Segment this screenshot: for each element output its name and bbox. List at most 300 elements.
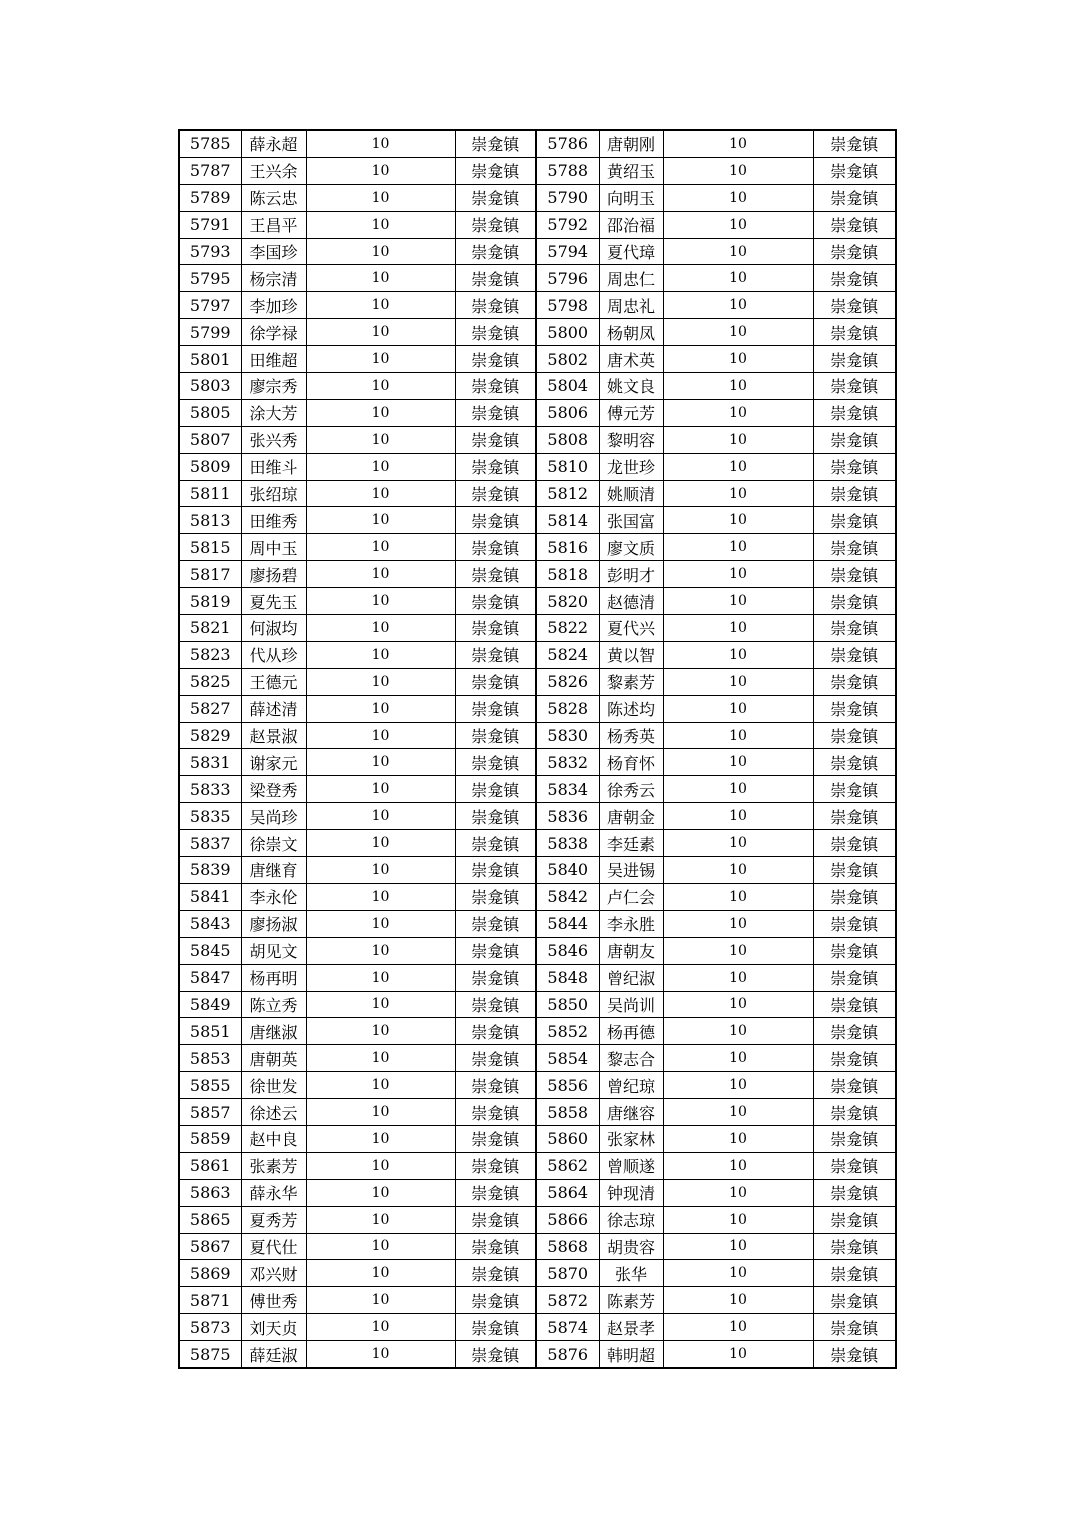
right-town-name-cell: 崇龛镇 [813,1314,896,1341]
left-record-number-cell: 5803 [179,373,241,400]
left-town-name-cell: 崇龛镇 [455,1152,536,1179]
left-person-name-cell: 吴尚珍 [241,803,306,830]
right-record-number-cell: 5800 [536,319,599,346]
right-record-number-cell: 5836 [536,803,599,830]
left-person-name-cell: 田维斗 [241,453,306,480]
left-town-name-cell: 崇龛镇 [455,211,536,238]
right-record-number-cell: 5802 [536,346,599,373]
left-amount-cell: 10 [306,883,455,910]
left-amount-cell: 10 [306,1045,455,1072]
left-record-number-cell: 5805 [179,399,241,426]
right-amount-cell: 10 [663,346,813,373]
right-town-name-cell: 崇龛镇 [813,1287,896,1314]
right-amount-cell: 10 [663,1260,813,1287]
right-record-number-cell: 5804 [536,373,599,400]
table-row [179,399,896,426]
table-row [179,883,896,910]
right-town-name-cell: 崇龛镇 [813,910,896,937]
right-person-name-cell: 唐继容 [599,1099,663,1126]
table-row [179,1099,896,1126]
right-person-name-cell: 彭明才 [599,561,663,588]
right-person-name-cell: 徐志琼 [599,1206,663,1233]
left-person-name-cell: 夏先玉 [241,588,306,615]
left-person-name-cell: 赵中良 [241,1125,306,1152]
table-row [179,1072,896,1099]
table-row [179,534,896,561]
right-record-number-cell: 5786 [536,130,599,157]
table-row [179,1179,896,1206]
left-record-number-cell: 5811 [179,480,241,507]
right-town-name-cell: 崇龛镇 [813,507,896,534]
right-town-name-cell: 崇龛镇 [813,184,896,211]
right-amount-cell: 10 [663,453,813,480]
table-row [179,1125,896,1152]
table-row [179,184,896,211]
right-record-number-cell: 5854 [536,1045,599,1072]
right-amount-cell: 10 [663,1045,813,1072]
right-amount-cell: 10 [663,238,813,265]
left-town-name-cell: 崇龛镇 [455,722,536,749]
left-amount-cell: 10 [306,641,455,668]
left-record-number-cell: 5801 [179,346,241,373]
right-record-number-cell: 5844 [536,910,599,937]
right-amount-cell: 10 [663,1099,813,1126]
table-row [179,668,896,695]
right-record-number-cell: 5832 [536,749,599,776]
right-town-name-cell: 崇龛镇 [813,1206,896,1233]
right-town-name-cell: 崇龛镇 [813,426,896,453]
table-row [179,238,896,265]
left-amount-cell: 10 [306,1152,455,1179]
right-amount-cell: 10 [663,668,813,695]
right-record-number-cell: 5812 [536,480,599,507]
left-town-name-cell: 崇龛镇 [455,1260,536,1287]
left-person-name-cell: 王德元 [241,668,306,695]
left-amount-cell: 10 [306,319,455,346]
right-person-name-cell: 胡贵容 [599,1233,663,1260]
left-record-number-cell: 5845 [179,937,241,964]
left-amount-cell: 10 [306,857,455,884]
left-record-number-cell: 5821 [179,615,241,642]
left-record-number-cell: 5797 [179,292,241,319]
right-record-number-cell: 5816 [536,534,599,561]
right-record-number-cell: 5788 [536,157,599,184]
left-amount-cell: 10 [306,1206,455,1233]
right-amount-cell: 10 [663,776,813,803]
right-town-name-cell: 崇龛镇 [813,130,896,157]
right-amount-cell: 10 [663,883,813,910]
left-town-name-cell: 崇龛镇 [455,776,536,803]
left-record-number-cell: 5869 [179,1260,241,1287]
left-record-number-cell: 5793 [179,238,241,265]
left-person-name-cell: 陈云忠 [241,184,306,211]
left-person-name-cell: 代从珍 [241,641,306,668]
left-town-name-cell: 崇龛镇 [455,1099,536,1126]
right-person-name-cell: 夏代兴 [599,615,663,642]
table-row [179,319,896,346]
left-town-name-cell: 崇龛镇 [455,130,536,157]
left-amount-cell: 10 [306,615,455,642]
right-record-number-cell: 5830 [536,722,599,749]
right-person-name-cell: 黄绍玉 [599,157,663,184]
right-person-name-cell: 钟现清 [599,1179,663,1206]
left-person-name-cell: 梁登秀 [241,776,306,803]
right-town-name-cell: 崇龛镇 [813,830,896,857]
left-town-name-cell: 崇龛镇 [455,1045,536,1072]
left-person-name-cell: 王昌平 [241,211,306,238]
right-amount-cell: 10 [663,857,813,884]
left-town-name-cell: 崇龛镇 [455,507,536,534]
right-town-name-cell: 崇龛镇 [813,991,896,1018]
left-town-name-cell: 崇龛镇 [455,641,536,668]
right-town-name-cell: 崇龛镇 [813,588,896,615]
left-person-name-cell: 陈立秀 [241,991,306,1018]
left-person-name-cell: 刘天贞 [241,1314,306,1341]
right-person-name-cell: 黄以智 [599,641,663,668]
left-record-number-cell: 5835 [179,803,241,830]
left-amount-cell: 10 [306,1179,455,1206]
right-record-number-cell: 5818 [536,561,599,588]
left-person-name-cell: 张绍琼 [241,480,306,507]
right-amount-cell: 10 [663,910,813,937]
right-town-name-cell: 崇龛镇 [813,857,896,884]
left-town-name-cell: 崇龛镇 [455,184,536,211]
right-record-number-cell: 5858 [536,1099,599,1126]
left-amount-cell: 10 [306,1233,455,1260]
left-town-name-cell: 崇龛镇 [455,883,536,910]
left-person-name-cell: 张素芳 [241,1152,306,1179]
left-amount-cell: 10 [306,373,455,400]
left-record-number-cell: 5799 [179,319,241,346]
left-record-number-cell: 5871 [179,1287,241,1314]
left-town-name-cell: 崇龛镇 [455,157,536,184]
right-amount-cell: 10 [663,1179,813,1206]
left-town-name-cell: 崇龛镇 [455,857,536,884]
left-amount-cell: 10 [306,1314,455,1341]
right-town-name-cell: 崇龛镇 [813,937,896,964]
right-town-name-cell: 崇龛镇 [813,1099,896,1126]
left-amount-cell: 10 [306,426,455,453]
left-amount-cell: 10 [306,991,455,1018]
left-record-number-cell: 5849 [179,991,241,1018]
left-amount-cell: 10 [306,1125,455,1152]
right-record-number-cell: 5846 [536,937,599,964]
table-row [179,695,896,722]
right-amount-cell: 10 [663,184,813,211]
left-person-name-cell: 何淑均 [241,615,306,642]
table-row [179,991,896,1018]
left-amount-cell: 10 [306,830,455,857]
right-person-name-cell: 龙世珍 [599,453,663,480]
left-person-name-cell: 王兴余 [241,157,306,184]
right-record-number-cell: 5872 [536,1287,599,1314]
roster-body [179,130,896,1368]
table-row [179,1314,896,1341]
left-town-name-cell: 崇龛镇 [455,238,536,265]
left-record-number-cell: 5827 [179,695,241,722]
left-record-number-cell: 5839 [179,857,241,884]
left-person-name-cell: 李国珍 [241,238,306,265]
table-row [179,830,896,857]
left-record-number-cell: 5857 [179,1099,241,1126]
left-record-number-cell: 5841 [179,883,241,910]
left-person-name-cell: 夏代仕 [241,1233,306,1260]
left-person-name-cell: 徐述云 [241,1099,306,1126]
right-town-name-cell: 崇龛镇 [813,399,896,426]
left-town-name-cell: 崇龛镇 [455,480,536,507]
right-record-number-cell: 5850 [536,991,599,1018]
right-town-name-cell: 崇龛镇 [813,1152,896,1179]
right-person-name-cell: 向明玉 [599,184,663,211]
right-person-name-cell: 夏代璋 [599,238,663,265]
right-record-number-cell: 5820 [536,588,599,615]
table-row [179,157,896,184]
right-amount-cell: 10 [663,1125,813,1152]
left-record-number-cell: 5837 [179,830,241,857]
right-person-name-cell: 杨朝凤 [599,319,663,346]
left-person-name-cell: 徐世发 [241,1072,306,1099]
right-town-name-cell: 崇龛镇 [813,803,896,830]
right-town-name-cell: 崇龛镇 [813,641,896,668]
right-amount-cell: 10 [663,1314,813,1341]
right-town-name-cell: 崇龛镇 [813,776,896,803]
right-person-name-cell: 李永胜 [599,910,663,937]
right-record-number-cell: 5790 [536,184,599,211]
right-record-number-cell: 5814 [536,507,599,534]
left-amount-cell: 10 [306,238,455,265]
left-town-name-cell: 崇龛镇 [455,1341,536,1368]
right-amount-cell: 10 [663,695,813,722]
left-town-name-cell: 崇龛镇 [455,803,536,830]
left-record-number-cell: 5825 [179,668,241,695]
right-amount-cell: 10 [663,211,813,238]
right-amount-cell: 10 [663,373,813,400]
right-amount-cell: 10 [663,480,813,507]
left-town-name-cell: 崇龛镇 [455,426,536,453]
left-person-name-cell: 杨宗清 [241,265,306,292]
left-record-number-cell: 5829 [179,722,241,749]
left-amount-cell: 10 [306,1260,455,1287]
right-town-name-cell: 崇龛镇 [813,561,896,588]
right-amount-cell: 10 [663,399,813,426]
roster-table [178,129,897,1369]
right-town-name-cell: 崇龛镇 [813,1072,896,1099]
left-amount-cell: 10 [306,1341,455,1368]
right-town-name-cell: 崇龛镇 [813,346,896,373]
left-person-name-cell: 薛廷淑 [241,1341,306,1368]
right-town-name-cell: 崇龛镇 [813,373,896,400]
left-record-number-cell: 5795 [179,265,241,292]
right-amount-cell: 10 [663,1152,813,1179]
table-row [179,453,896,480]
left-amount-cell: 10 [306,668,455,695]
left-amount-cell: 10 [306,399,455,426]
right-person-name-cell: 张家林 [599,1125,663,1152]
right-person-name-cell: 吴进锡 [599,857,663,884]
left-town-name-cell: 崇龛镇 [455,910,536,937]
right-record-number-cell: 5866 [536,1206,599,1233]
right-town-name-cell: 崇龛镇 [813,883,896,910]
table-row [179,346,896,373]
right-record-number-cell: 5852 [536,1018,599,1045]
table-row [179,615,896,642]
left-town-name-cell: 崇龛镇 [455,1206,536,1233]
right-person-name-cell: 曾纪琼 [599,1072,663,1099]
right-amount-cell: 10 [663,426,813,453]
right-amount-cell: 10 [663,1341,813,1368]
right-record-number-cell: 5860 [536,1125,599,1152]
left-town-name-cell: 崇龛镇 [455,561,536,588]
left-amount-cell: 10 [306,695,455,722]
left-town-name-cell: 崇龛镇 [455,1072,536,1099]
right-amount-cell: 10 [663,561,813,588]
right-town-name-cell: 崇龛镇 [813,615,896,642]
left-person-name-cell: 涂大芳 [241,399,306,426]
table-row [179,910,896,937]
right-amount-cell: 10 [663,319,813,346]
left-person-name-cell: 廖扬淑 [241,910,306,937]
right-person-name-cell: 黎志合 [599,1045,663,1072]
right-amount-cell: 10 [663,803,813,830]
right-town-name-cell: 崇龛镇 [813,964,896,991]
right-town-name-cell: 崇龛镇 [813,211,896,238]
left-record-number-cell: 5865 [179,1206,241,1233]
table-row [179,426,896,453]
left-person-name-cell: 徐崇文 [241,830,306,857]
left-town-name-cell: 崇龛镇 [455,615,536,642]
right-person-name-cell: 傅元芳 [599,399,663,426]
right-person-name-cell: 吴尚训 [599,991,663,1018]
left-amount-cell: 10 [306,184,455,211]
left-town-name-cell: 崇龛镇 [455,991,536,1018]
left-person-name-cell: 薛述清 [241,695,306,722]
table-row [179,130,896,157]
left-person-name-cell: 唐朝英 [241,1045,306,1072]
left-amount-cell: 10 [306,561,455,588]
right-record-number-cell: 5824 [536,641,599,668]
right-town-name-cell: 崇龛镇 [813,238,896,265]
left-person-name-cell: 田维超 [241,346,306,373]
right-person-name-cell: 曾顺遂 [599,1152,663,1179]
left-record-number-cell: 5785 [179,130,241,157]
left-amount-cell: 10 [306,588,455,615]
table-row [179,1045,896,1072]
right-person-name-cell: 姚文良 [599,373,663,400]
right-record-number-cell: 5796 [536,265,599,292]
right-amount-cell: 10 [663,615,813,642]
left-person-name-cell: 廖扬碧 [241,561,306,588]
left-person-name-cell: 张兴秀 [241,426,306,453]
right-town-name-cell: 崇龛镇 [813,480,896,507]
left-amount-cell: 10 [306,964,455,991]
left-record-number-cell: 5867 [179,1233,241,1260]
right-person-name-cell: 唐术英 [599,346,663,373]
left-record-number-cell: 5851 [179,1018,241,1045]
right-amount-cell: 10 [663,964,813,991]
right-amount-cell: 10 [663,722,813,749]
right-record-number-cell: 5868 [536,1233,599,1260]
left-person-name-cell: 李永伦 [241,883,306,910]
left-record-number-cell: 5809 [179,453,241,480]
right-person-name-cell: 陈述均 [599,695,663,722]
left-town-name-cell: 崇龛镇 [455,319,536,346]
left-town-name-cell: 崇龛镇 [455,399,536,426]
left-record-number-cell: 5873 [179,1314,241,1341]
left-person-name-cell: 田维秀 [241,507,306,534]
right-amount-cell: 10 [663,1072,813,1099]
right-town-name-cell: 崇龛镇 [813,722,896,749]
left-amount-cell: 10 [306,803,455,830]
left-town-name-cell: 崇龛镇 [455,346,536,373]
left-record-number-cell: 5819 [179,588,241,615]
right-record-number-cell: 5848 [536,964,599,991]
left-amount-cell: 10 [306,265,455,292]
right-town-name-cell: 崇龛镇 [813,1260,896,1287]
right-record-number-cell: 5826 [536,668,599,695]
left-record-number-cell: 5789 [179,184,241,211]
table-row [179,937,896,964]
left-town-name-cell: 崇龛镇 [455,292,536,319]
left-town-name-cell: 崇龛镇 [455,937,536,964]
table-row [179,588,896,615]
left-amount-cell: 10 [306,1018,455,1045]
right-record-number-cell: 5806 [536,399,599,426]
left-record-number-cell: 5875 [179,1341,241,1368]
right-record-number-cell: 5876 [536,1341,599,1368]
left-amount-cell: 10 [306,211,455,238]
left-amount-cell: 10 [306,507,455,534]
right-person-name-cell: 杨育怀 [599,749,663,776]
left-record-number-cell: 5855 [179,1072,241,1099]
right-record-number-cell: 5864 [536,1179,599,1206]
right-person-name-cell: 姚顺清 [599,480,663,507]
right-town-name-cell: 崇龛镇 [813,157,896,184]
left-person-name-cell: 傅世秀 [241,1287,306,1314]
right-amount-cell: 10 [663,991,813,1018]
right-person-name-cell: 黎素芳 [599,668,663,695]
right-amount-cell: 10 [663,534,813,561]
right-record-number-cell: 5822 [536,615,599,642]
left-town-name-cell: 崇龛镇 [455,964,536,991]
right-person-name-cell: 卢仁会 [599,883,663,910]
right-amount-cell: 10 [663,157,813,184]
right-amount-cell: 10 [663,507,813,534]
right-town-name-cell: 崇龛镇 [813,1125,896,1152]
table-row [179,1152,896,1179]
right-person-name-cell: 邵治福 [599,211,663,238]
right-person-name-cell: 唐朝金 [599,803,663,830]
table-row [179,1260,896,1287]
right-person-name-cell: 李廷素 [599,830,663,857]
table-row [179,507,896,534]
left-person-name-cell: 周中玉 [241,534,306,561]
left-person-name-cell: 谢家元 [241,749,306,776]
right-town-name-cell: 崇龛镇 [813,1018,896,1045]
right-record-number-cell: 5810 [536,453,599,480]
right-person-name-cell: 唐朝友 [599,937,663,964]
left-town-name-cell: 崇龛镇 [455,588,536,615]
table-row [179,803,896,830]
right-amount-cell: 10 [663,588,813,615]
left-town-name-cell: 崇龛镇 [455,1179,536,1206]
right-amount-cell: 10 [663,830,813,857]
left-amount-cell: 10 [306,453,455,480]
left-person-name-cell: 唐继淑 [241,1018,306,1045]
left-record-number-cell: 5853 [179,1045,241,1072]
right-person-name-cell: 徐秀云 [599,776,663,803]
left-record-number-cell: 5807 [179,426,241,453]
right-person-name-cell: 杨秀英 [599,722,663,749]
